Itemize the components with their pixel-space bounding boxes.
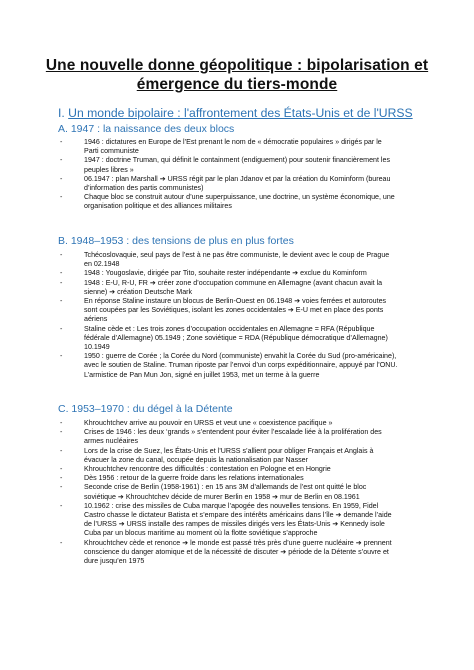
- list-item: - Seconde crise de Berlin (1958-1961) : en 15 ans 3M d’allemands de l’est ont quitté le bloc soviétique ➔ Khrouchtchev décide de murer Berlin en 1958 ➔ mur de Berlin en 08.1961: [58, 483, 398, 501]
- list-item: - 1950 : guerre de Corée ; la Corée du Nord (communiste) envahit la Corée du Sud (pro-américaine), avec le soutien de Staline. Truman riposte par l’envoi d’un corps expéditionnaire, appuyé par l’ONU. L’armistice de Pan Mun Jon, signé en juillet 1953, met un terme à la guerre: [58, 352, 398, 380]
- list-item: - Tchécoslovaquie, seul pays de l’est à ne pas être communiste, le devient avec le coup de Prague en 02.1948: [58, 251, 398, 269]
- list-item: - Chaque bloc se construit autour d’une superpuissance, une doctrine, un système économique, une organisation politique et des alliances militaires: [58, 193, 398, 211]
- list-item: - 10.1962 : crise des missiles de Cuba marque l’apogée des nouvelles tensions. En 1959, Fidel Castro chasse le dictateur Batista et s’empare des intérêts américains dans l’île ➔ demande l’aide de l’URSS ➔ URSS installe des rampes de missiles dirigés vers les États-Unis ➔ Kennedy isole Cuba par un blocus maritime au moment où la flotte soviétique s’approche: [58, 502, 398, 539]
- list-item: - 1948 : Yougoslavie, dirigée par Tito, souhaite rester indépendante ➔ exclue du Kominform: [58, 269, 398, 278]
- list-item: - 1946 : dictatures en Europe de l’Est prenant le nom de « démocratie populaires » dirigés par le Parti communiste: [58, 138, 398, 156]
- list-item: - 1947 : doctrine Truman, qui définit le containment (endiguement) pour soutenir financièrement les peuples libres »: [58, 156, 398, 174]
- list-item: - Khrouchtchev cède et renonce ➔ le monde est passé très près d’une guerre nucléaire ➔ prennent conscience du danger atomique et de la nécessité de discuter ➔ période de la Détente s’ouvre et dure jusqu’en 1975: [58, 539, 398, 567]
- list-item: - 06.1947 : plan Marshall ➔ URSS régit par le plan Jdanov et par la création du Kominform (bureau d’information des partis communistes): [58, 175, 398, 193]
- list-item: - Crises de 1946 : les deux ‘grands » s’entendent pour éviter l’escalade liée à la prolifération des armes nucléaires: [58, 428, 398, 446]
- part-title: Un monde bipolaire : l'affrontement des États-Unis et de l'URSS: [68, 106, 413, 120]
- section-b-heading: B. 1948–1953 : des tensions de plus en plus fortes: [58, 235, 294, 247]
- list-item: - Lors de la crise de Suez, les États-Unis et l’URSS s’allient pour obliger Français et Anglais à évacuer la zone du canal, occupée depuis la nationalisation par Nasser: [58, 447, 398, 465]
- list-item: - Staline cède et : Les trois zones d’occupation occidentales en Allemagne = RFA (République fédérale d’Allemagne) 05.1949 ; Zone soviétique = RDA (République démocratique d’Allemagne) 10.1949: [58, 325, 398, 353]
- list-item: - 1948 : E-U, R-U, FR ➔ créer zone d’occupation commune en Allemagne (avant chacun avait la sienne) ➔ création Deutsche Mark: [58, 279, 398, 297]
- part-number: I.: [58, 106, 69, 120]
- section-a-list: [58, 138, 398, 212]
- section-c-heading: C. 1953–1970 : du dégel à la Détente: [58, 403, 233, 415]
- list-item: - Khrouchtchev arrive au pouvoir en URSS et veut une « coexistence pacifique »: [58, 419, 398, 428]
- part-heading: [58, 106, 438, 120]
- section-a-heading: A. 1947 : la naissance des deux blocs: [58, 123, 235, 135]
- document-title: Une nouvelle donne géopolitique : bipolarisation et émergence du tiers-monde: [45, 57, 429, 93]
- list-item: - En réponse Staline instaure un blocus de Berlin-Ouest en 06.1948 ➔ voies ferrées et autoroutes sont coupées par les Soviétiques, isolant les zones occidentales ➔ E-U met en place des ponts aériens: [58, 297, 398, 325]
- list-item: - Dès 1956 : retour de la guerre froide dans les relations internationales: [58, 474, 398, 483]
- list-item: - Khrouchtchev rencontre des difficultés : contestation en Pologne et en Hongrie: [58, 465, 398, 474]
- section-c-list: [58, 419, 398, 566]
- section-b-list: [58, 251, 398, 380]
